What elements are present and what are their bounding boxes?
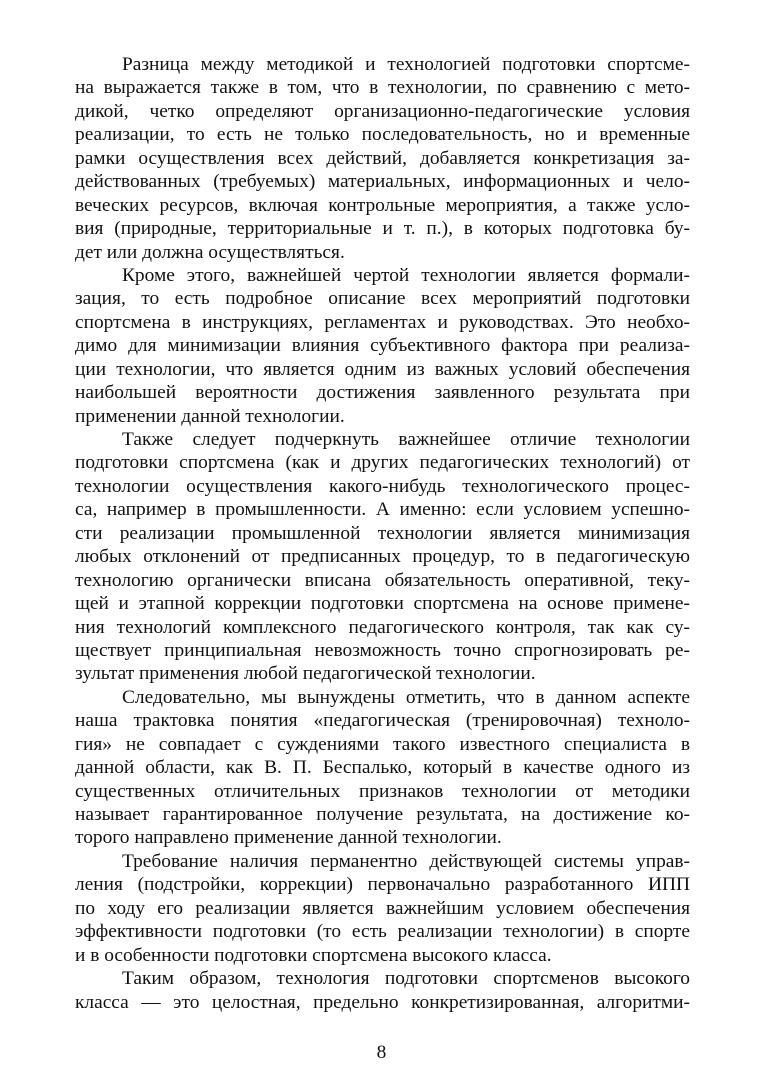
- text-line: ществует принципиальная невозможность точно спрогнозировать ре-: [75, 639, 690, 661]
- text-line: Требование наличия перманентно действующей системы управ-: [122, 850, 690, 872]
- paragraph: [75, 967, 690, 1014]
- text-line: подготовки спортсмена (как и других педагогических технологий) от: [75, 452, 690, 474]
- text-line: называет гарантированное получение результата, на достижение ко-: [75, 804, 690, 825]
- text-line: технологию органически вписана обязательность оперативной, теку-: [75, 569, 690, 591]
- page-number: 8: [376, 1042, 387, 1063]
- text-line: технологии осуществления какого-нибудь технологического процес-: [75, 475, 690, 497]
- text-line: существенных отличительных признаков технологии от методики: [75, 780, 690, 802]
- text-line: Также следует подчеркнуть важнейшее отличие технологии: [122, 429, 690, 450]
- text-line: Кроме этого, важнейшей чертой технологии является формали-: [122, 264, 690, 286]
- text-line: дет или должна осуществляться.: [75, 241, 345, 263]
- text-line: любых отклонений от предписанных процедур, то в педагогическую: [75, 546, 690, 568]
- text-line: наша трактовка понятия «педагогическая (тренировочная) техноло-: [75, 710, 690, 732]
- text-line: щей и этапной коррекции подготовки спортсмена на основе примене-: [75, 593, 690, 615]
- text-line: Таким образом, технология подготовки спортсменов высокого: [122, 968, 690, 990]
- text-line: по ходу его реализации является важнейшим условием обеспечения: [75, 897, 690, 919]
- text-line: на выражается также в том, что в технологии, по сравнению с мето-: [75, 77, 690, 99]
- text-line: данной области, как В. П. Беспалько, который в качестве одного из: [75, 757, 690, 779]
- text-line: и в особенности подготовки спортсмена высокого класса.: [75, 944, 552, 966]
- text-line: ции технологии, что является одним из важных условий обеспечения: [75, 358, 690, 380]
- text-line: торого направлено применение данной технологии.: [75, 827, 502, 849]
- document-body: [75, 53, 690, 1014]
- text-line: ления (подстройки, коррекции) первоначально разработанного ИПП: [75, 874, 690, 896]
- text-line: зультат применения любой педагогической технологии.: [75, 663, 536, 685]
- text-line: гия» не совпадает с суждениями такого известного специалиста в: [75, 733, 690, 755]
- text-line: Следовательно, мы вынуждены отметить, что в данном аспекте: [122, 686, 690, 708]
- text-line: са, например в промышленности. А именно: если условием успешно-: [75, 499, 690, 521]
- paragraph: [75, 428, 690, 686]
- text-line: рамки осуществления всех действий, добавляется конкретизация за-: [75, 147, 690, 169]
- paragraph: [75, 686, 690, 850]
- text-line: зация, то есть подробное описание всех мероприятий подготовки: [75, 288, 690, 310]
- text-line: дикой, четко определяют организационно-педагогические условия: [75, 100, 690, 122]
- text-line: ния технологий комплексного педагогического контроля, так как су-: [75, 616, 690, 638]
- text-line: реализации, то есть не только последовательность, но и временные: [75, 124, 690, 146]
- text-line: эффективности подготовки (то есть реализации технологии) в спорте: [75, 921, 690, 943]
- text-line: спортсмена в инструкциях, регламентах и руководствах. Это необхо-: [75, 311, 690, 333]
- text-line: класса — это целостная, предельно конкретизированная, алгоритми-: [75, 991, 690, 1013]
- text-line: веческих ресурсов, включая контрольные мероприятия, а также усло-: [75, 194, 690, 216]
- paragraph: [75, 850, 690, 967]
- text-line: применении данной технологии.: [75, 405, 345, 427]
- text-line: наибольшей вероятности достижения заявленного результата при: [75, 382, 690, 404]
- text-line: вия (природные, территориальные и т. п.), в которых подготовка бу-: [75, 218, 690, 240]
- text-line: сти реализации промышленной технологии является минимизация: [75, 522, 690, 544]
- paragraph: [75, 264, 690, 428]
- paragraph: [75, 53, 690, 264]
- text-line: Разница между методикой и технологией подготовки спортсме-: [122, 54, 690, 75]
- text-line: действованных (требуемых) материальных, информационных и чело-: [75, 171, 690, 193]
- text-line: димо для минимизации влияния субъективного фактора при реализа-: [75, 335, 690, 357]
